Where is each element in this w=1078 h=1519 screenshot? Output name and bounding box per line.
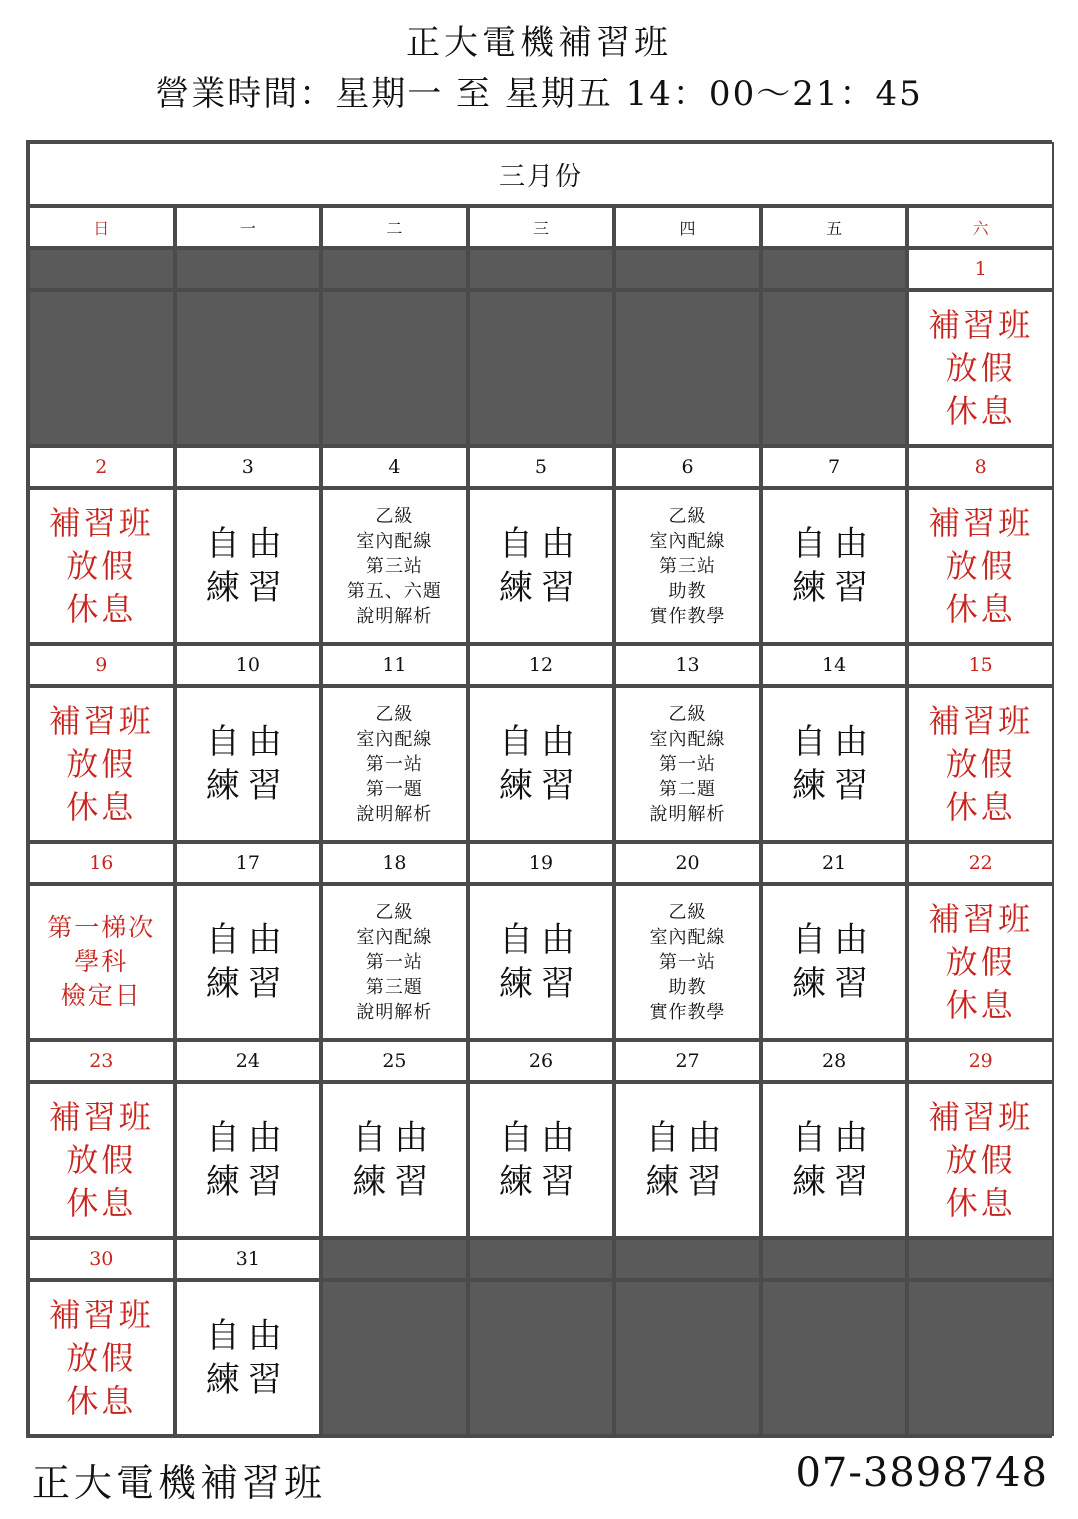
empty-day-cell bbox=[614, 290, 761, 446]
empty-day-cell bbox=[321, 248, 468, 290]
day-schedule-cell bbox=[468, 686, 615, 842]
free-practice-note: 自由 練習 bbox=[498, 722, 583, 806]
free-practice-note: 自由 練習 bbox=[792, 524, 877, 608]
month-title: 三月份 bbox=[28, 142, 1054, 206]
day-schedule-cell bbox=[175, 884, 322, 1040]
exam-day-note: 第一梯次 學科 檢定日 bbox=[47, 913, 156, 1010]
day-number: 11 bbox=[321, 644, 468, 686]
empty-day-cell bbox=[468, 248, 615, 290]
free-practice-note: 自由 練習 bbox=[205, 920, 290, 1004]
day-number: 16 bbox=[28, 842, 175, 884]
free-practice-note: 自由 練習 bbox=[205, 1316, 290, 1400]
day-number: 6 bbox=[614, 446, 761, 488]
free-practice-note: 自由 練習 bbox=[205, 524, 290, 608]
day-schedule-cell bbox=[321, 488, 468, 644]
day-number: 20 bbox=[614, 842, 761, 884]
business-hours: 營業時間：星期一 至 星期五 14：00～21：45 bbox=[155, 74, 923, 114]
day-schedule-cell bbox=[614, 884, 761, 1040]
free-practice-note: 自由 練習 bbox=[352, 1118, 437, 1202]
day-number: 19 bbox=[468, 842, 615, 884]
empty-day-cell bbox=[321, 290, 468, 446]
day-number: 2 bbox=[28, 446, 175, 488]
lesson-note: 乙級 室內配線 第三站 助教 實作教學 bbox=[649, 505, 726, 627]
footer-phone-number: 07-3898748 bbox=[795, 1450, 1048, 1496]
day-number: 13 bbox=[614, 644, 761, 686]
day-number: 25 bbox=[321, 1040, 468, 1082]
day-schedule-cell bbox=[175, 1280, 322, 1436]
weekday-header: 日 bbox=[28, 206, 175, 248]
day-schedule-cell bbox=[761, 1082, 908, 1238]
free-practice-note: 自由 練習 bbox=[498, 524, 583, 608]
lesson-note: 乙級 室內配線 第一站 第二題 說明解析 bbox=[649, 703, 726, 825]
day-schedule-cell bbox=[28, 1082, 175, 1238]
day-schedule-cell bbox=[468, 884, 615, 1040]
holiday-note: 補習班 放假 休息 bbox=[48, 1295, 154, 1420]
day-schedule-cell bbox=[321, 686, 468, 842]
day-schedule-cell bbox=[321, 884, 468, 1040]
free-practice-note: 自由 練習 bbox=[792, 1118, 877, 1202]
day-number: 27 bbox=[614, 1040, 761, 1082]
free-practice-note: 自由 練習 bbox=[792, 722, 877, 806]
weekday-header: 二 bbox=[321, 206, 468, 248]
footer-school-name: 正大電機補習班 bbox=[32, 1461, 327, 1505]
day-schedule-cell bbox=[907, 884, 1054, 1040]
lesson-note: 乙級 室內配線 第一站 第一題 說明解析 bbox=[356, 703, 433, 825]
holiday-note: 補習班 放假 休息 bbox=[928, 701, 1034, 826]
day-number: 8 bbox=[907, 446, 1054, 488]
day-number: 31 bbox=[175, 1238, 322, 1280]
empty-day-cell bbox=[761, 1238, 908, 1280]
day-number: 15 bbox=[907, 644, 1054, 686]
calendar-grid bbox=[26, 140, 1052, 1438]
day-schedule-cell bbox=[321, 1082, 468, 1238]
day-number: 5 bbox=[468, 446, 615, 488]
day-number: 21 bbox=[761, 842, 908, 884]
holiday-note: 補習班 放假 休息 bbox=[928, 305, 1034, 430]
day-number: 14 bbox=[761, 644, 908, 686]
day-schedule-cell bbox=[907, 290, 1054, 446]
free-practice-note: 自由 練習 bbox=[792, 920, 877, 1004]
day-number: 17 bbox=[175, 842, 322, 884]
day-number: 3 bbox=[175, 446, 322, 488]
empty-day-cell bbox=[761, 1280, 908, 1436]
holiday-note: 補習班 放假 休息 bbox=[928, 503, 1034, 628]
empty-day-cell bbox=[614, 248, 761, 290]
holiday-note: 補習班 放假 休息 bbox=[48, 503, 154, 628]
day-schedule-cell bbox=[761, 686, 908, 842]
day-number: 1 bbox=[907, 248, 1054, 290]
day-schedule-cell bbox=[761, 488, 908, 644]
day-schedule-cell bbox=[28, 686, 175, 842]
empty-day-cell bbox=[175, 290, 322, 446]
page-header bbox=[0, 22, 1078, 116]
empty-day-cell bbox=[175, 248, 322, 290]
weekday-header: 三 bbox=[468, 206, 615, 248]
weekday-header: 六 bbox=[907, 206, 1054, 248]
holiday-note: 補習班 放假 休息 bbox=[48, 1097, 154, 1222]
empty-day-cell bbox=[614, 1238, 761, 1280]
day-number: 22 bbox=[907, 842, 1054, 884]
day-number: 18 bbox=[321, 842, 468, 884]
day-number: 7 bbox=[761, 446, 908, 488]
free-practice-note: 自由 練習 bbox=[498, 1118, 583, 1202]
empty-day-cell bbox=[761, 290, 908, 446]
day-schedule-cell bbox=[175, 686, 322, 842]
empty-day-cell bbox=[321, 1238, 468, 1280]
day-schedule-cell bbox=[28, 884, 175, 1040]
free-practice-note: 自由 練習 bbox=[498, 920, 583, 1004]
free-practice-note: 自由 練習 bbox=[205, 1118, 290, 1202]
day-schedule-cell bbox=[761, 884, 908, 1040]
day-schedule-cell bbox=[907, 488, 1054, 644]
day-schedule-cell bbox=[614, 1082, 761, 1238]
day-schedule-cell bbox=[907, 1082, 1054, 1238]
empty-day-cell bbox=[28, 248, 175, 290]
day-number: 29 bbox=[907, 1040, 1054, 1082]
day-schedule-cell bbox=[614, 488, 761, 644]
empty-day-cell bbox=[614, 1280, 761, 1436]
holiday-note: 補習班 放假 休息 bbox=[48, 701, 154, 826]
day-number: 30 bbox=[28, 1238, 175, 1280]
day-schedule-cell bbox=[614, 686, 761, 842]
empty-day-cell bbox=[28, 290, 175, 446]
weekday-header: 四 bbox=[614, 206, 761, 248]
day-number: 23 bbox=[28, 1040, 175, 1082]
weekday-header: 五 bbox=[761, 206, 908, 248]
holiday-note: 補習班 放假 休息 bbox=[928, 1097, 1034, 1222]
day-schedule-cell bbox=[175, 488, 322, 644]
day-number: 26 bbox=[468, 1040, 615, 1082]
day-schedule-cell bbox=[28, 1280, 175, 1436]
free-practice-note: 自由 練習 bbox=[645, 1118, 730, 1202]
day-schedule-cell bbox=[468, 1082, 615, 1238]
empty-day-cell bbox=[907, 1280, 1054, 1436]
free-practice-note: 自由 練習 bbox=[205, 722, 290, 806]
holiday-note: 補習班 放假 休息 bbox=[928, 899, 1034, 1024]
empty-day-cell bbox=[761, 248, 908, 290]
day-number: 24 bbox=[175, 1040, 322, 1082]
day-schedule-cell bbox=[468, 488, 615, 644]
day-number: 9 bbox=[28, 644, 175, 686]
lesson-note: 乙級 室內配線 第一站 助教 實作教學 bbox=[649, 901, 726, 1023]
lesson-note: 乙級 室內配線 第三站 第五、六題 說明解析 bbox=[346, 505, 442, 627]
empty-day-cell bbox=[468, 290, 615, 446]
weekday-header: 一 bbox=[175, 206, 322, 248]
empty-day-cell bbox=[468, 1280, 615, 1436]
day-number: 10 bbox=[175, 644, 322, 686]
page-title: 正大電機補習班 bbox=[406, 23, 672, 63]
day-number: 28 bbox=[761, 1040, 908, 1082]
day-schedule-cell bbox=[28, 488, 175, 644]
day-schedule-cell bbox=[175, 1082, 322, 1238]
lesson-note: 乙級 室內配線 第一站 第三題 說明解析 bbox=[356, 901, 433, 1023]
empty-day-cell bbox=[321, 1280, 468, 1436]
day-schedule-cell bbox=[907, 686, 1054, 842]
day-number: 4 bbox=[321, 446, 468, 488]
empty-day-cell bbox=[907, 1238, 1054, 1280]
empty-day-cell bbox=[468, 1238, 615, 1280]
day-number: 12 bbox=[468, 644, 615, 686]
